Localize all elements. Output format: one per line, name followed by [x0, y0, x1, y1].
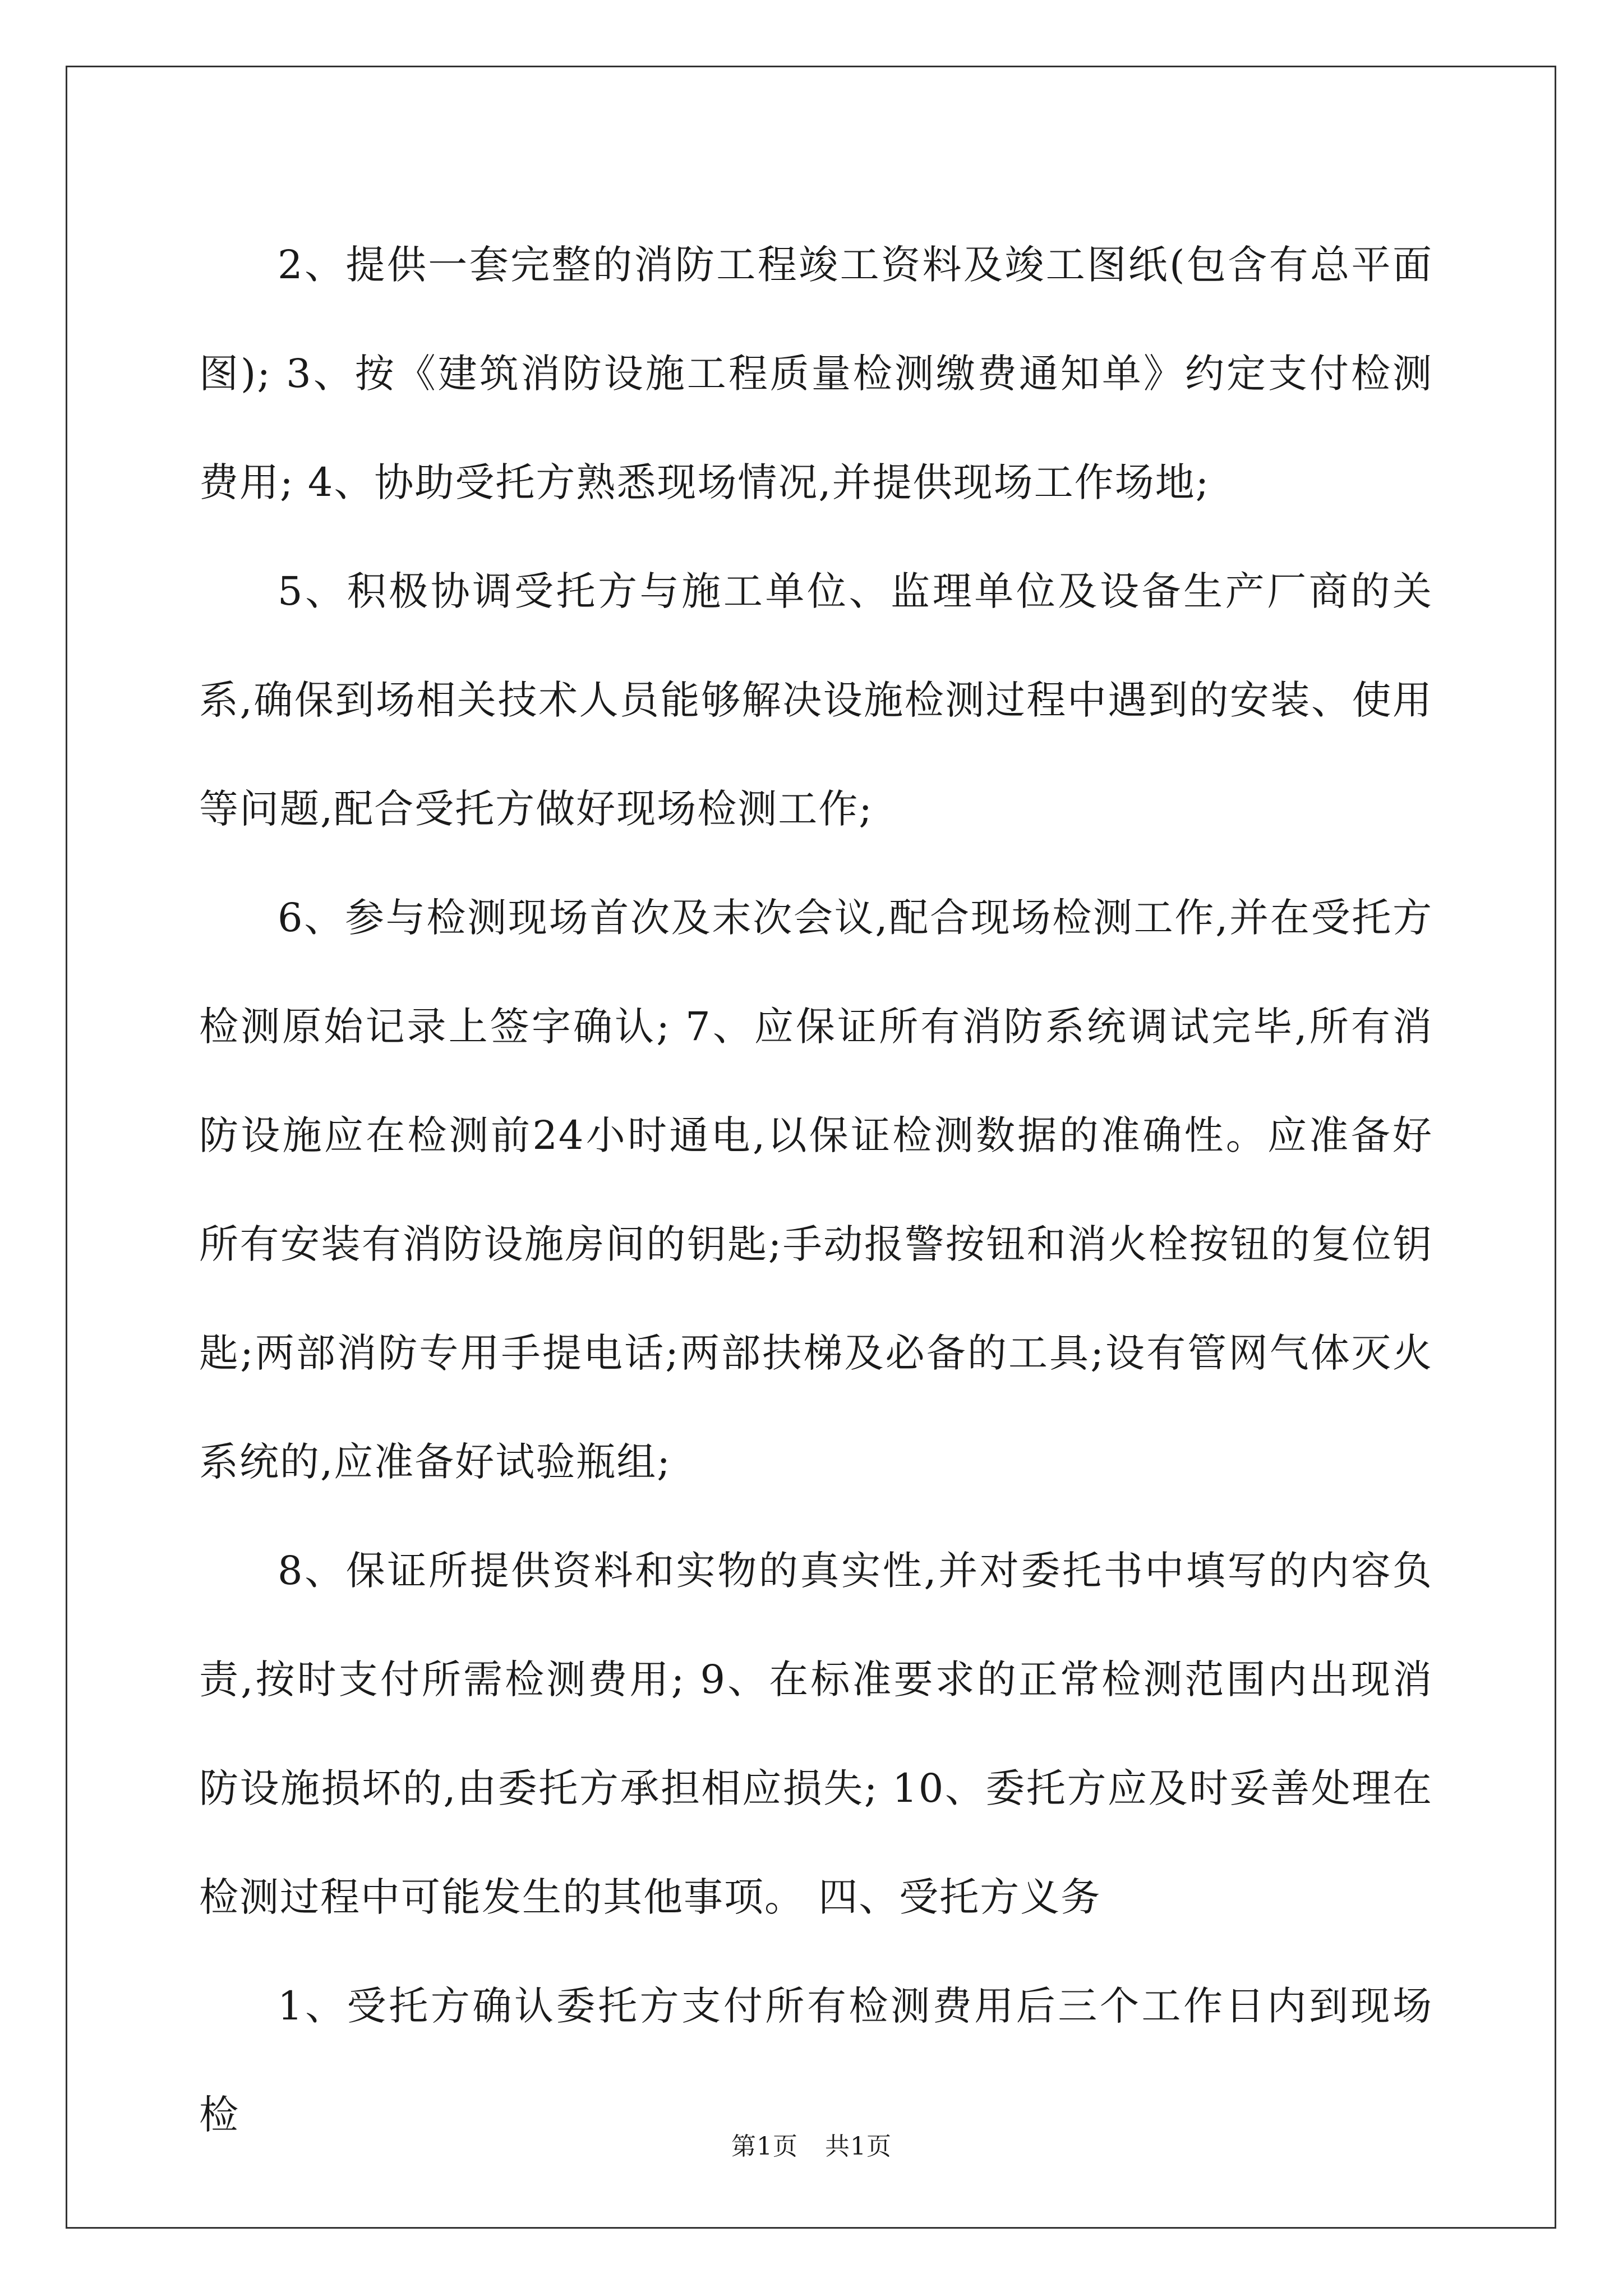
paragraph-obligation-5: 5、积极协调受托方与施工单位、监理单位及设备生产厂商的关系,确保到场相关技术人员能够解决设施检测过程中遇到的安装、使用等问题,配合受托方做好现场检测工作; [199, 568, 1433, 832]
document-body [199, 210, 1433, 2169]
page-number: 第1页 [731, 2132, 798, 2161]
page-footer [0, 2130, 1623, 2164]
paragraph-obligations-2-4: 2、提供一套完整的消防工程竣工资料及竣工图纸(包含有总平面图); 3、按《建筑消防设施工程质量检测缴费通知单》约定支付检测费用; 4、协助受托方熟悉现场情况,并提供现场工作场地; [199, 242, 1433, 505]
paragraph-obligations-8-10: 8、保证所提供资料和实物的真实性,并对委托书中填写的内容负责,按时支付所需检测费用; 9、在标准要求的正常检测范围内出现消防设施损坏的,由委托方承担相应损失; 10、委托方应及时妥善处理在检测过程中可能发生的其他事项。 四、受托方义务 [199, 1548, 1433, 1920]
paragraph-trustee-obligation-1: 1、受托方确认委托方支付所有检测费用后三个工作日内到现场检 [199, 1983, 1433, 2138]
paragraph-obligations-6-7: 6、参与检测现场首次及末次会议,配合现场检测工作,并在受托方检测原始记录上签字确认; 7、应保证所有消防系统调试完毕,所有消防设施应在检测前24小时通电,以保证检测数据的准确性。应准备好所有安装有消防设施房间的钥匙;手动报警按钮和消火栓按钮的复位钥匙;两部消防专用手提电话;两部扶梯及必备的工具;设有管网气体灭火系统的,应准备好试验瓶组; [199, 895, 1433, 1485]
page-total: 共1页 [825, 2132, 892, 2161]
